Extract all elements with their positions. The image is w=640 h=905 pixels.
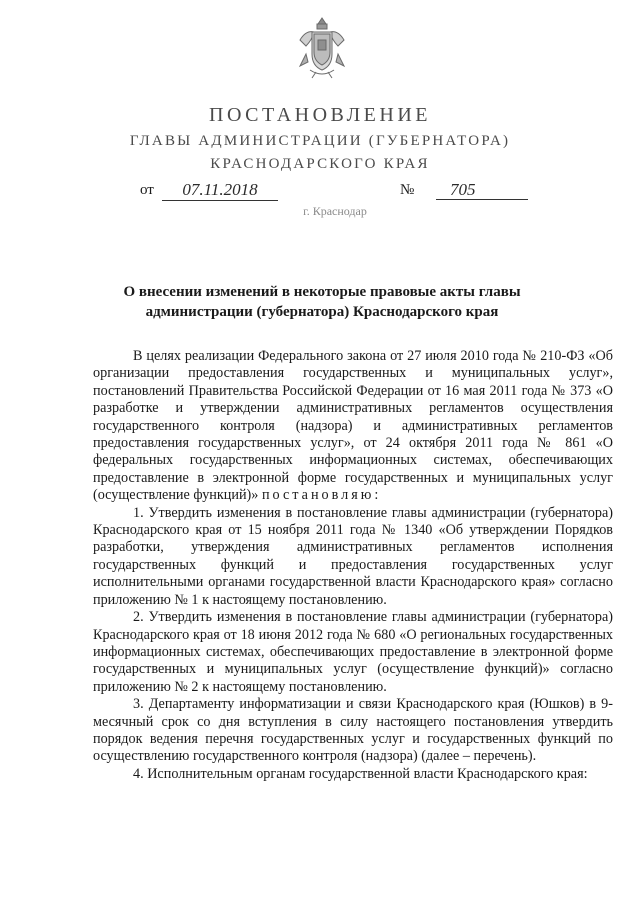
document-subject: О внесении изменений в некоторые правовые акты главы администрации (губернатора) Краснодарского края [123,284,521,320]
list-item: 2. Утвердить изменения в постановление главы администрации (губернатора) Краснодарского края от 18 июня 2012 года № 680 «О региональных государственных информационных системах, обеспечивающих предоставление в электронной форме государственных и муниципальных услуг (осуществление функций)» согласно приложению № 2 к настоящему постановлению. [93,609,613,695]
coat-of-arms-icon [296,14,348,80]
number-label: № [400,182,415,198]
list-item: 4. Исполнительным органам государственной власти Краснодарского края: [133,765,588,782]
date-number-row [0,180,640,204]
date-label: от [140,182,154,198]
list-item: 3. Департаменту информатизации и связи Краснодарского края (Юшков) в 9-месячный срок со дня вступления в силу настоящего постановления утвердить порядок ведения перечня государственных услуг и государственных функций по осуществлению государственного контроля (надзора) (далее – перечень). [93,696,613,765]
document-body [93,348,613,783]
issuer-line-1: ГЛАВЫ АДМИНИСТРАЦИИ (ГУБЕРНАТОРА) [129,133,511,149]
issuer-line-2: КРАСНОДАРСКОГО КРАЯ [210,156,430,172]
date-value: 07.11.2018 [162,180,278,201]
document-type-title: ПОСТАНОВЛЕНИЕ [209,104,431,126]
decree-word: постановляю: [261,487,382,504]
intro-paragraph [93,348,613,505]
intro-text: В целях реализации Федерального закона от 27 июля 2010 года № 210-ФЗ «Об организации предоставления государственных и муниципальных услуг», постановлений Правительства Российской Федерации от 16 мая 2011 года № 373 «О разработке и утверждении административных регламентов осуществления государственного контроля (надзора) и административных регламентов предоставления государственных услуг», от 24 октября 2011 года № 861 «О федеральных государственных информационных системах, обеспечивающих предоставление в электронной форме государственных и муниципальных услуг (осуществление функций)» [93,348,613,504]
list-item: 1. Утвердить изменения в постановление главы администрации (губернатора) Краснодарского края от 15 ноября 2011 года № 1340 «Об утверждении Порядков разработки, утверждения административных регламентов исполнения государственных функций и предоставления государственных услуг исполнительными органами государственной власти Краснодарского края» согласно приложению № 1 к настоящему постановлению. [93,504,613,608]
city-label: г. Краснодар [303,204,367,218]
number-value: 705 [436,180,528,200]
